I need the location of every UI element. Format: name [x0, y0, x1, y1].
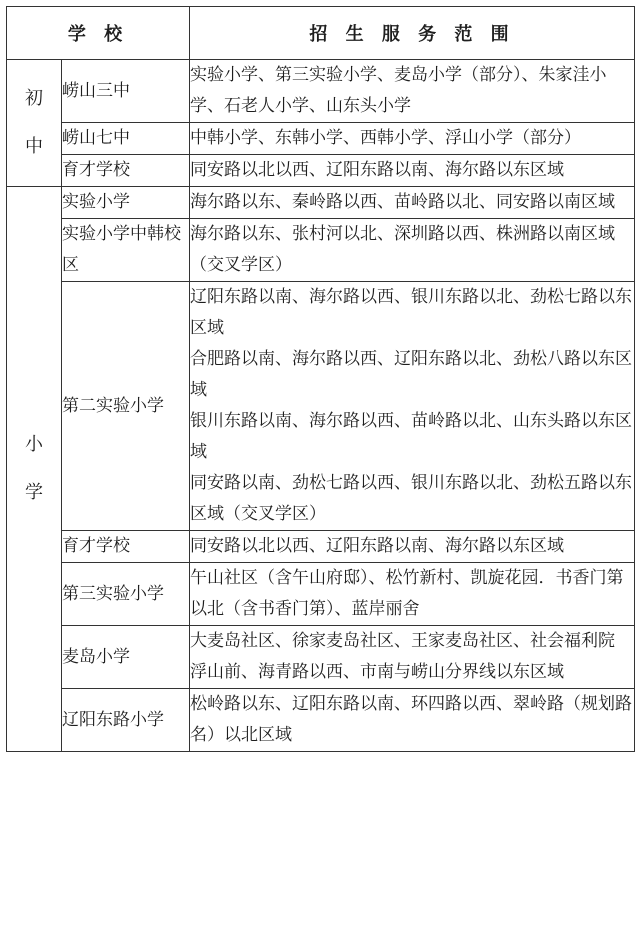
table-row: [7, 155, 635, 187]
area-line: 合肥路以南、海尔路以西、辽阳东路以北、劲松八路以东区域: [190, 349, 632, 400]
service-area: [190, 155, 635, 187]
service-area: [190, 282, 635, 531]
service-area: [190, 219, 635, 282]
header-scope: 招 生 服 务 范 围: [190, 7, 635, 60]
area-line: 同安路以北以西、辽阳东路以南、海尔路以东区域: [190, 536, 564, 556]
area-line: 同安路以北以西、辽阳东路以南、海尔路以东区域: [190, 160, 564, 180]
table-body: [7, 60, 635, 752]
level-cell: [7, 60, 62, 187]
area-line: 实验小学、第三实验小学、麦岛小学（部分）、朱家洼小学、石老人小学、山东头小学: [190, 65, 607, 116]
school-name: 实验小学中韩校区: [62, 219, 190, 282]
table-row: [7, 689, 635, 752]
service-area: [190, 123, 635, 155]
table-row: [7, 626, 635, 689]
area-line: 辽阳东路以南、海尔路以西、银川东路以北、劲松七路以东区域: [190, 287, 632, 338]
table-row: [7, 563, 635, 626]
area-line: 银川东路以南、海尔路以西、苗岭路以北、山东头路以东区域: [190, 411, 632, 462]
area-line: 浮山前、海青路以西、市南与崂山分界线以东区域: [190, 662, 564, 682]
area-line: 午山社区（含午山府邸）、松竹新村、凯旋花园．书香门第以北（含书香门第）、蓝岸丽舍: [190, 568, 624, 619]
level-char: 学: [25, 482, 43, 503]
service-area: [190, 563, 635, 626]
level-char: 小: [25, 434, 43, 455]
table-row: [7, 187, 635, 219]
area-line: 松岭路以东、辽阳东路以南、环四路以西、翠岭路（规划路名）以北区域: [190, 694, 632, 745]
school-name: 实验小学: [62, 187, 190, 219]
table-row: [7, 531, 635, 563]
header-row: [7, 7, 635, 60]
school-name: 崂山三中: [62, 60, 190, 123]
table-row: [7, 219, 635, 282]
level-cell: [7, 187, 62, 752]
table-row: [7, 60, 635, 123]
school-name: 第二实验小学: [62, 282, 190, 531]
service-area: [190, 626, 635, 689]
area-line: 海尔路以东、张村河以北、深圳路以西、株洲路以南区域（交叉学区）: [190, 224, 615, 275]
school-name: 育才学校: [62, 155, 190, 187]
level-char: 初: [25, 88, 43, 109]
header-school: 学 校: [7, 7, 190, 60]
enrollment-table: [6, 6, 635, 752]
table-row: [7, 282, 635, 531]
area-line: 中韩小学、东韩小学、西韩小学、浮山小学（部分）: [190, 128, 581, 148]
school-name: 辽阳东路小学: [62, 689, 190, 752]
service-area: [190, 187, 635, 219]
area-line: 同安路以南、劲松七路以西、银川东路以北、劲松五路以东区域（交叉学区）: [190, 473, 632, 524]
table-row: [7, 123, 635, 155]
school-name: 育才学校: [62, 531, 190, 563]
level-char: 中: [25, 136, 43, 157]
school-name: 崂山七中: [62, 123, 190, 155]
school-name: 第三实验小学: [62, 563, 190, 626]
service-area: [190, 531, 635, 563]
area-line: 海尔路以东、秦岭路以西、苗岭路以北、同安路以南区域: [190, 192, 615, 212]
area-line: 大麦岛社区、徐家麦岛社区、王家麦岛社区、社会福利院: [190, 631, 615, 651]
service-area: [190, 689, 635, 752]
service-area: [190, 60, 635, 123]
school-name: 麦岛小学: [62, 626, 190, 689]
